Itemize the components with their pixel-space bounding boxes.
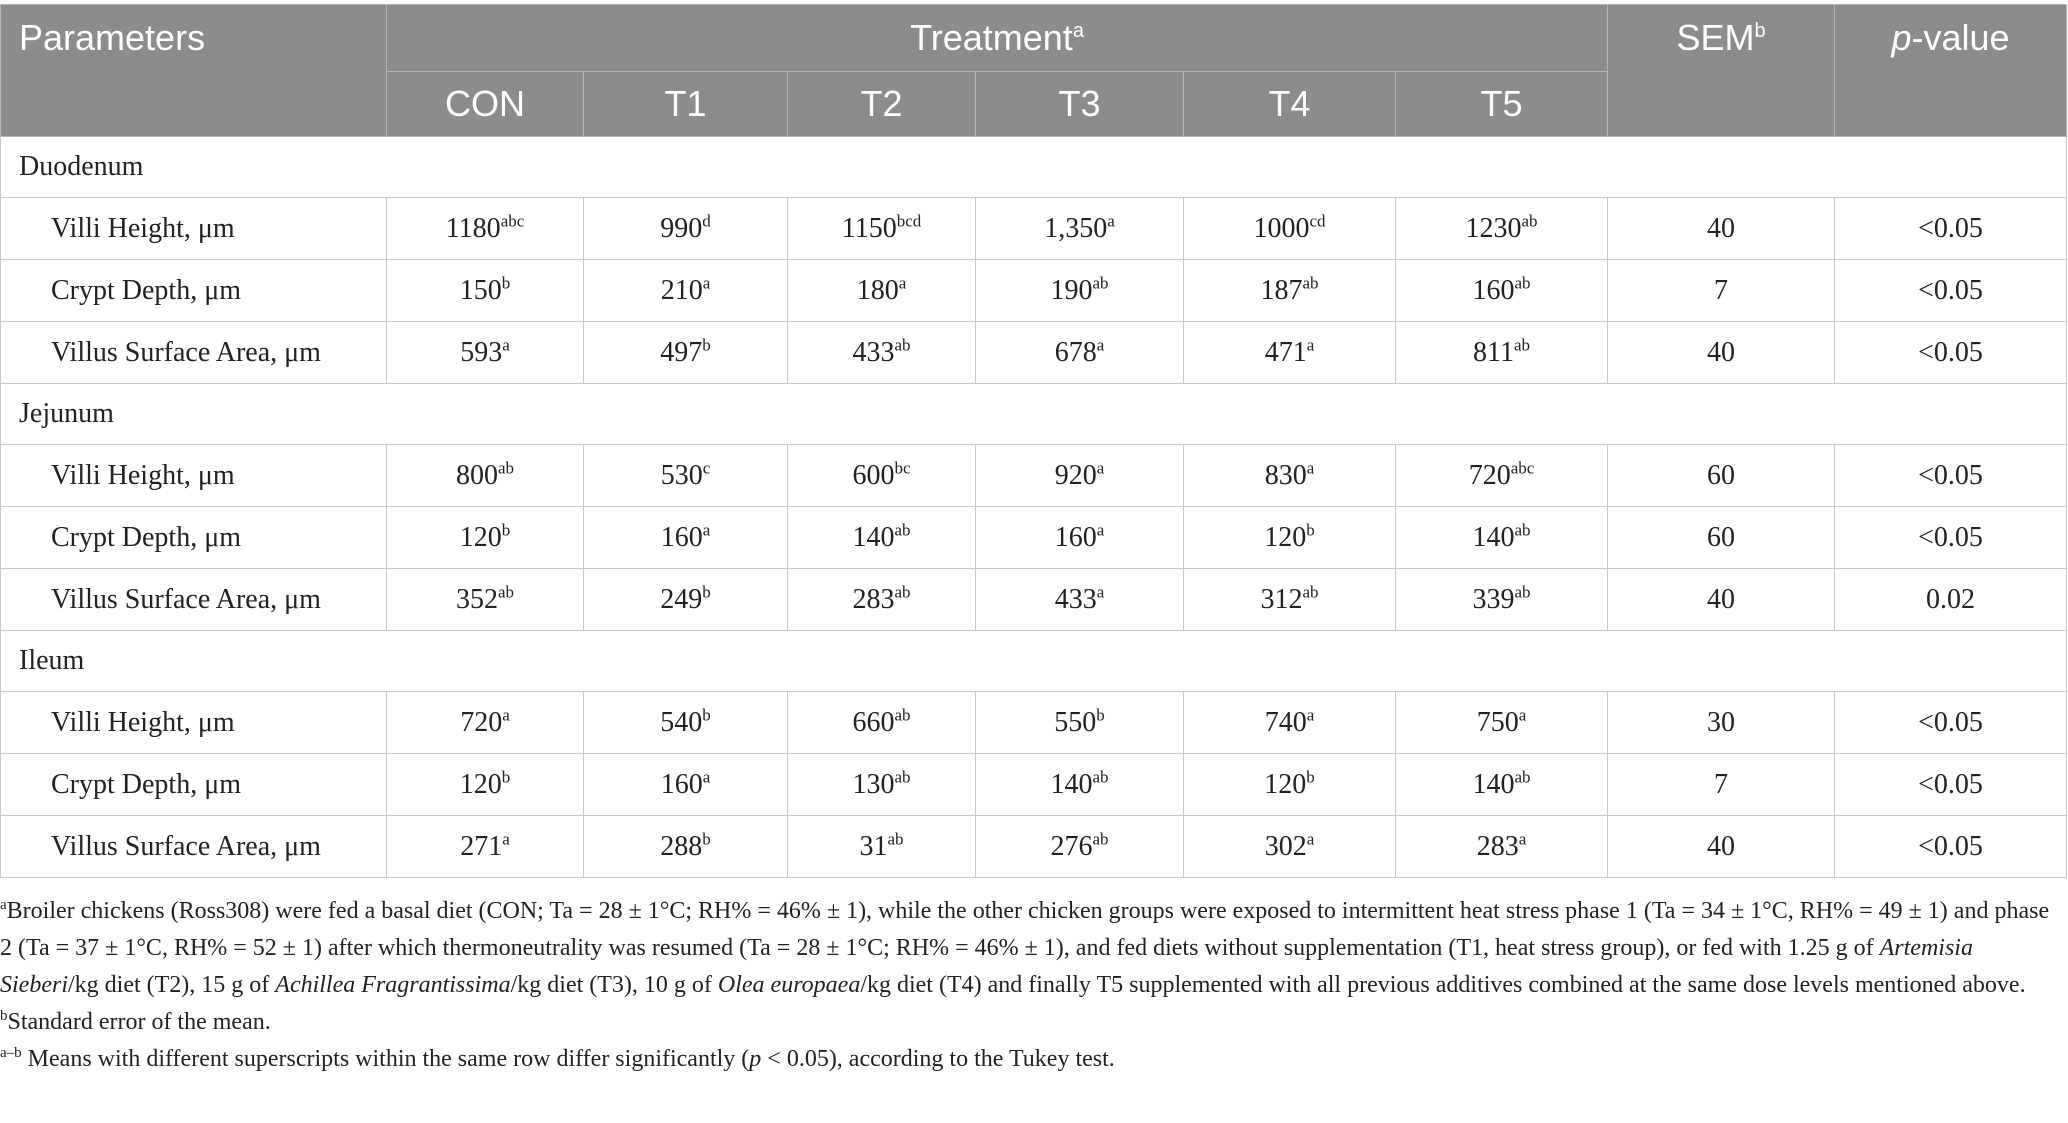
cell-value bbox=[1184, 507, 1396, 569]
cell-value bbox=[1396, 260, 1608, 322]
superscript: a bbox=[1096, 582, 1105, 602]
superscript: ab bbox=[1514, 582, 1531, 602]
cell-value bbox=[1396, 692, 1608, 754]
value: 276 bbox=[1050, 830, 1093, 862]
row-label: Crypt Depth, μm bbox=[1, 260, 387, 322]
cell-value bbox=[584, 322, 788, 384]
table-body bbox=[1, 137, 2067, 878]
header-parameters: Parameters bbox=[1, 5, 387, 137]
cell-p-value: <0.05 bbox=[1835, 692, 2067, 754]
superscript: ab bbox=[887, 829, 904, 849]
value: 283 bbox=[1476, 830, 1519, 862]
superscript: a bbox=[502, 705, 510, 725]
table-header bbox=[1, 5, 2067, 137]
cell-value bbox=[1184, 569, 1396, 631]
superscript: ab bbox=[497, 582, 515, 602]
superscript: ab bbox=[1513, 335, 1531, 355]
superscript: ab bbox=[1521, 211, 1538, 231]
superscript: ab bbox=[1302, 582, 1319, 602]
value: 550 bbox=[1054, 706, 1097, 738]
value: 678 bbox=[1054, 336, 1097, 368]
superscript: b bbox=[1306, 520, 1315, 540]
superscript: a bbox=[1096, 335, 1105, 355]
superscript: ab bbox=[1514, 767, 1531, 787]
cell-value bbox=[976, 569, 1184, 631]
group-row bbox=[1, 384, 2067, 445]
header-p-value: p-value bbox=[1835, 5, 2067, 137]
value: 130 bbox=[852, 768, 895, 800]
row-label: Villi Height, μm bbox=[1, 198, 387, 260]
value: 1000 bbox=[1253, 212, 1310, 244]
table-row bbox=[1, 569, 2067, 631]
cell-value bbox=[387, 445, 584, 507]
superscript: ab bbox=[1092, 829, 1109, 849]
table-row bbox=[1, 445, 2067, 507]
row-label: Villus Surface Area, μm bbox=[1, 569, 387, 631]
superscript: a bbox=[1306, 829, 1315, 849]
value: 190 bbox=[1050, 274, 1093, 306]
cell-sem: 40 bbox=[1608, 322, 1835, 384]
cell-p-value: <0.05 bbox=[1835, 322, 2067, 384]
cell-value bbox=[976, 198, 1184, 260]
cell-value bbox=[788, 692, 976, 754]
cell-value bbox=[584, 507, 788, 569]
superscript: ab bbox=[1092, 273, 1109, 293]
value: 187 bbox=[1260, 274, 1303, 306]
cell-value bbox=[788, 322, 976, 384]
superscript: ab bbox=[894, 767, 911, 787]
cell-value bbox=[1396, 507, 1608, 569]
value: 140 bbox=[1050, 768, 1093, 800]
cell-value bbox=[976, 260, 1184, 322]
value: 271 bbox=[460, 830, 503, 862]
value: 1180 bbox=[445, 212, 501, 244]
header-col-t2: T2 bbox=[788, 72, 976, 137]
cell-value bbox=[584, 692, 788, 754]
value: 160 bbox=[1054, 521, 1097, 553]
cell-value bbox=[387, 692, 584, 754]
value: 433 bbox=[852, 336, 895, 368]
cell-value bbox=[976, 754, 1184, 816]
cell-p-value: <0.05 bbox=[1835, 754, 2067, 816]
group-label: Duodenum bbox=[1, 137, 2067, 198]
cell-value bbox=[788, 569, 976, 631]
cell-p-value: <0.05 bbox=[1835, 260, 2067, 322]
superscript: a bbox=[1096, 520, 1105, 540]
value: 920 bbox=[1054, 459, 1097, 491]
superscript: ab bbox=[1092, 767, 1109, 787]
footnote-c: $^{a-b}$ Means with different superscripts within the same row differ significantly (p < 0.05), according to the Tukey test. bbox=[0, 1045, 1115, 1072]
value: 120 bbox=[459, 521, 502, 553]
value: 120 bbox=[1264, 521, 1307, 553]
cell-value bbox=[584, 816, 788, 878]
cell-value bbox=[1396, 445, 1608, 507]
superscript: b bbox=[702, 705, 711, 725]
table-row bbox=[1, 260, 2067, 322]
value: 283 bbox=[852, 583, 895, 615]
superscript: bc bbox=[894, 458, 911, 478]
value: 750 bbox=[1476, 706, 1519, 738]
value: 1150 bbox=[841, 212, 897, 244]
header-col-con: CON bbox=[387, 72, 584, 137]
header-sem: SEM$^b$ bbox=[1608, 5, 1835, 137]
row-label: Villi Height, μm bbox=[1, 445, 387, 507]
value: 288 bbox=[660, 830, 703, 862]
cell-value bbox=[788, 754, 976, 816]
cell-value bbox=[1184, 322, 1396, 384]
superscript: a bbox=[1518, 705, 1527, 725]
superscript: a bbox=[1107, 211, 1115, 231]
cell-p-value: <0.05 bbox=[1835, 198, 2067, 260]
superscript: ab bbox=[497, 458, 515, 478]
superscript: ab bbox=[894, 705, 911, 725]
value: 140 bbox=[1472, 521, 1515, 553]
cell-value bbox=[584, 198, 788, 260]
cell-value bbox=[788, 816, 976, 878]
value: 160 bbox=[660, 521, 703, 553]
cell-sem: 40 bbox=[1608, 569, 1835, 631]
value: 180 bbox=[856, 274, 899, 306]
superscript: a bbox=[898, 273, 907, 293]
footnote-b: $^b$Standard error of the mean. bbox=[0, 1008, 271, 1035]
superscript: ab bbox=[1302, 273, 1319, 293]
value: 352 bbox=[455, 583, 498, 615]
table-row bbox=[1, 816, 2067, 878]
cell-value bbox=[1184, 198, 1396, 260]
cell-sem: 7 bbox=[1608, 754, 1835, 816]
cell-sem: 40 bbox=[1608, 198, 1835, 260]
value: 140 bbox=[852, 521, 895, 553]
cell-value bbox=[584, 445, 788, 507]
cell-value bbox=[1396, 754, 1608, 816]
value: 249 bbox=[660, 583, 703, 615]
cell-value bbox=[387, 260, 584, 322]
cell-value bbox=[976, 816, 1184, 878]
superscript: a bbox=[1306, 335, 1315, 355]
superscript: ab bbox=[894, 520, 911, 540]
cell-p-value: <0.05 bbox=[1835, 507, 2067, 569]
superscript: b bbox=[501, 520, 511, 540]
row-label: Crypt Depth, μm bbox=[1, 754, 387, 816]
superscript: cd bbox=[1309, 211, 1326, 231]
cell-value bbox=[1184, 692, 1396, 754]
cell-value bbox=[788, 507, 976, 569]
value: 339 bbox=[1472, 583, 1515, 615]
superscript: a bbox=[502, 829, 510, 849]
superscript: b bbox=[501, 273, 511, 293]
group-row bbox=[1, 137, 2067, 198]
superscript: ab bbox=[894, 582, 911, 602]
value: 1,350 bbox=[1044, 212, 1108, 244]
header-col-t3: T3 bbox=[976, 72, 1184, 137]
superscript: abc bbox=[1510, 458, 1535, 478]
value: 150 bbox=[459, 274, 502, 306]
table-row bbox=[1, 198, 2067, 260]
cell-sem: 30 bbox=[1608, 692, 1835, 754]
cell-value bbox=[1184, 816, 1396, 878]
cell-value bbox=[387, 507, 584, 569]
cell-value bbox=[387, 754, 584, 816]
cell-value bbox=[976, 322, 1184, 384]
cell-value bbox=[584, 260, 788, 322]
footnotes bbox=[0, 893, 2050, 1078]
superscript: a bbox=[1096, 458, 1105, 478]
superscript: a bbox=[702, 767, 711, 787]
row-label: Villus Surface Area, μm bbox=[1, 322, 387, 384]
cell-value bbox=[1396, 322, 1608, 384]
value: 600 bbox=[852, 459, 895, 491]
header-col-t4: T4 bbox=[1184, 72, 1396, 137]
cell-value bbox=[1396, 816, 1608, 878]
table-row bbox=[1, 322, 2067, 384]
cell-value bbox=[1184, 754, 1396, 816]
table-row bbox=[1, 754, 2067, 816]
value: 811 bbox=[1473, 336, 1514, 368]
cell-sem: 60 bbox=[1608, 507, 1835, 569]
cell-value bbox=[788, 198, 976, 260]
row-label: Crypt Depth, μm bbox=[1, 507, 387, 569]
value: 720 bbox=[460, 706, 503, 738]
superscript: a bbox=[702, 273, 711, 293]
value: 1230 bbox=[1465, 212, 1522, 244]
value: 120 bbox=[459, 768, 502, 800]
value: 800 bbox=[455, 459, 498, 491]
value: 140 bbox=[1472, 768, 1515, 800]
group-label: Ileum bbox=[1, 631, 2067, 692]
superscript: b bbox=[1096, 705, 1105, 725]
cell-p-value: <0.05 bbox=[1835, 816, 2067, 878]
value: 830 bbox=[1264, 459, 1307, 491]
value: 593 bbox=[460, 336, 503, 368]
cell-value bbox=[788, 445, 976, 507]
cell-value bbox=[1184, 260, 1396, 322]
value: 990 bbox=[660, 212, 703, 244]
value: 160 bbox=[660, 768, 703, 800]
cell-value bbox=[1396, 198, 1608, 260]
footnote-a: $^a$Broiler chickens (Ross308) were fed a basal diet (CON; Ta = 28 ± 1°C; RH% = 46% ± 1), while the other chicken groups were exposed to intermittent heat stress phase 1 (Ta = 34 ± 1°C, RH% = 49 ± 1) and phase 2 (Ta = 37 ± 1°C, RH% = 52 ± 1) after which thermoneutrality was resumed (Ta = 28 ± 1°C; RH% = 46% ± 1), and fed diets without supplementation (T1, heat stress group), or fed with 1.25 g of Artemisia Sieberi/kg diet (T2), 15 g of Achillea Fragrantissima/kg diet (T3), 10 g of Olea europaea/kg diet (T4) and finally T5 supplemented with all previous additives combined at the same dose levels mentioned above. bbox=[0, 897, 2050, 998]
superscript: a bbox=[502, 335, 510, 355]
group-row bbox=[1, 631, 2067, 692]
cell-p-value: 0.02 bbox=[1835, 569, 2067, 631]
superscript: b bbox=[501, 767, 511, 787]
superscript: a bbox=[1306, 705, 1315, 725]
superscript: abc bbox=[500, 211, 525, 231]
row-label: Villi Height, μm bbox=[1, 692, 387, 754]
table-row bbox=[1, 692, 2067, 754]
superscript: b bbox=[702, 335, 711, 355]
table-row bbox=[1, 507, 2067, 569]
value: 720 bbox=[1468, 459, 1511, 491]
cell-sem: 7 bbox=[1608, 260, 1835, 322]
superscript: ab bbox=[1514, 273, 1531, 293]
header-col-t5: T5 bbox=[1396, 72, 1608, 137]
superscript: c bbox=[702, 458, 711, 478]
cell-value bbox=[976, 692, 1184, 754]
cell-value bbox=[788, 260, 976, 322]
value: 160 bbox=[1472, 274, 1515, 306]
superscript: b bbox=[1306, 767, 1315, 787]
value: 530 bbox=[660, 459, 703, 491]
header-treatment: Treatment$^a$ bbox=[387, 5, 1608, 72]
value: 433 bbox=[1054, 583, 1097, 615]
value: 312 bbox=[1260, 583, 1303, 615]
cell-value bbox=[387, 569, 584, 631]
superscript: ab bbox=[894, 335, 911, 355]
value: 210 bbox=[660, 274, 703, 306]
cell-value bbox=[387, 198, 584, 260]
cell-value bbox=[976, 445, 1184, 507]
superscript: a bbox=[1306, 458, 1315, 478]
header-col-t1: T1 bbox=[584, 72, 788, 137]
cell-value bbox=[387, 322, 584, 384]
superscript: b bbox=[702, 829, 711, 849]
value: 660 bbox=[852, 706, 895, 738]
superscript: b bbox=[702, 582, 711, 602]
cell-value bbox=[1396, 569, 1608, 631]
cell-value bbox=[584, 569, 788, 631]
row-label: Villus Surface Area, μm bbox=[1, 816, 387, 878]
group-label: Jejunum bbox=[1, 384, 2067, 445]
value: 471 bbox=[1264, 336, 1307, 368]
superscript: bcd bbox=[896, 211, 922, 231]
superscript: a bbox=[702, 520, 711, 540]
results-table bbox=[0, 4, 2067, 878]
value: 740 bbox=[1264, 706, 1307, 738]
value: 302 bbox=[1264, 830, 1307, 862]
cell-sem: 60 bbox=[1608, 445, 1835, 507]
cell-value bbox=[387, 816, 584, 878]
cell-sem: 40 bbox=[1608, 816, 1835, 878]
cell-value bbox=[1184, 445, 1396, 507]
cell-value bbox=[584, 754, 788, 816]
cell-value bbox=[976, 507, 1184, 569]
cell-p-value: <0.05 bbox=[1835, 445, 2067, 507]
value: 120 bbox=[1264, 768, 1307, 800]
superscript: a bbox=[1518, 829, 1527, 849]
value: 31 bbox=[859, 830, 888, 862]
value: 540 bbox=[660, 706, 703, 738]
value: 497 bbox=[660, 336, 703, 368]
superscript: d bbox=[702, 211, 711, 231]
superscript: ab bbox=[1514, 520, 1531, 540]
